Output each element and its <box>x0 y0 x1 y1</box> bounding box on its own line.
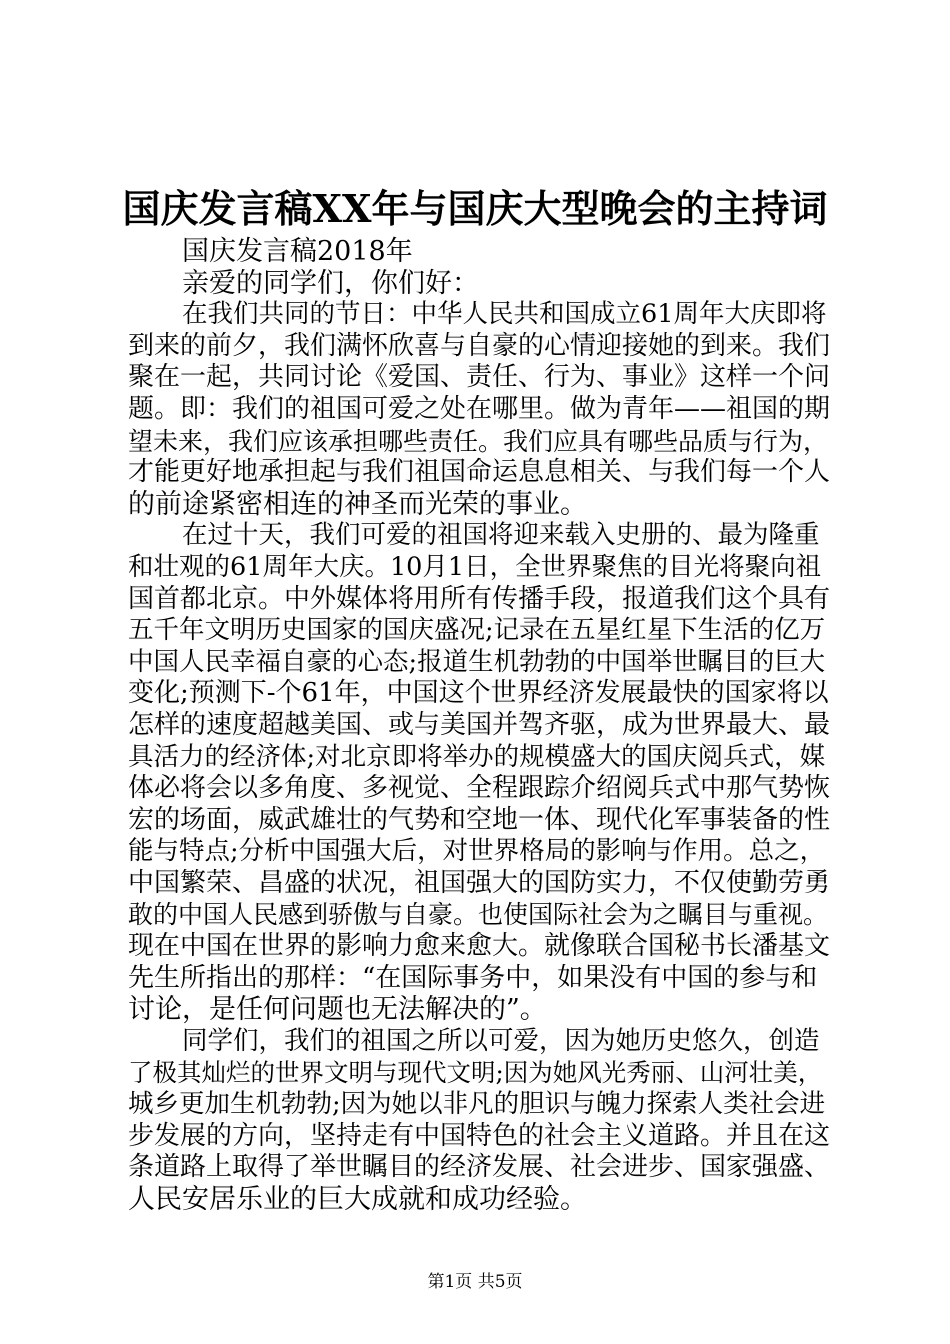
body-line: 中国人民幸福自豪的心态;报道生机勃勃的中国举世瞩目的巨大 <box>128 646 826 677</box>
page-footer: 第1页 共5页 <box>427 1272 523 1292</box>
body-line: 题。即：我们的祖国可爱之处在哪里。做为青年——祖国的期 <box>128 393 831 424</box>
body-line: 在过十天，我们可爱的祖国将迎来载入史册的、最为隆重 <box>182 520 820 551</box>
body-line: 体必将会以多角度、多视觉、全程跟踪介绍阅兵式中那气势恢 <box>128 773 831 804</box>
body-line: 条道路上取得了举世瞩目的经济发展、社会进步、国家强盛、 <box>128 1152 831 1183</box>
body-line: 能与特点;分析中国强大后，对世界格局的影响与作用。总之， <box>128 836 826 867</box>
body-line: 先生所指出的那样：“在国际事务中，如果没有中国的参与和 <box>128 962 818 993</box>
body-line: 和壮观的61周年大庆。10月1日，全世界聚焦的目光将聚向祖 <box>128 551 822 582</box>
body-line: 五千年文明历史国家的国庆盛况;记录在五星红星下生活的亿万 <box>128 615 826 646</box>
body-line: 国首都北京。中外媒体将用所有传播手段，报道我们这个具有 <box>128 583 831 614</box>
body-line: 的前途紧密相连的神圣而光荣的事业。 <box>128 488 587 520</box>
body-line: 亲爱的同学们，你们好： <box>182 267 479 299</box>
body-line: 才能更好地承担起与我们祖国命运息息相关、与我们每一个人 <box>128 457 831 488</box>
body-line: 同学们，我们的祖国之所以可爱，因为她历史悠久，创造 <box>182 1025 820 1056</box>
body-line: 具活力的经济体;对北京即将举办的规模盛大的国庆阅兵式，媒 <box>128 741 826 772</box>
body-line: 到来的前夕，我们满怀欣喜与自豪的心情迎接她的到来。我们 <box>128 330 831 361</box>
body-line: 望未来，我们应该承担哪些责任。我们应具有哪些品质与行为， <box>128 426 829 456</box>
body-line: 在我们共同的节日：中华人民共和国成立61周年大庆即将 <box>182 299 827 330</box>
document-body <box>128 236 830 1215</box>
body-line: 中国繁荣、昌盛的状况，祖国强大的国防实力，不仅使勤劳勇 <box>128 867 831 898</box>
body-line: 怎样的速度超越美国、或与美国并驾齐驱，成为世界最大、最 <box>128 709 831 740</box>
body-line: 讨论，是任何问题也无法解决的”。 <box>128 994 547 1026</box>
body-line: 宏的场面，威武雄壮的气势和空地一体、现代化军事装备的性 <box>128 804 831 835</box>
body-line: 现在中国在世界的影响力愈来愈大。就像联合国秘书长潘基文 <box>128 931 831 962</box>
body-line: 了极其灿烂的世界文明与现代文明;因为她风光秀丽、山河壮美， <box>128 1058 823 1088</box>
body-line: 变化;预测下-个61年，中国这个世界经济发展最快的国家将以 <box>128 678 829 709</box>
body-line: 聚在一起，共同讨论《爱国、责任、行为、事业》这样一个问 <box>128 362 831 393</box>
body-line: 国庆发言稿2018年 <box>182 236 413 267</box>
body-line: 敢的中国人民感到骄傲与自豪。也使国际社会为之瞩目与重视。 <box>128 900 829 930</box>
body-line: 步发展的方向，坚持走有中国特色的社会主义道路。并且在这 <box>128 1120 831 1151</box>
document-title: 国庆发言稿XX年与国庆大型晚会的主持词 <box>122 186 828 231</box>
body-line: 人民安居乐业的巨大成就和成功经验。 <box>128 1183 587 1215</box>
body-line: 城乡更加生机勃勃;因为她以非凡的胆识与魄力探索人类社会进 <box>128 1089 826 1120</box>
